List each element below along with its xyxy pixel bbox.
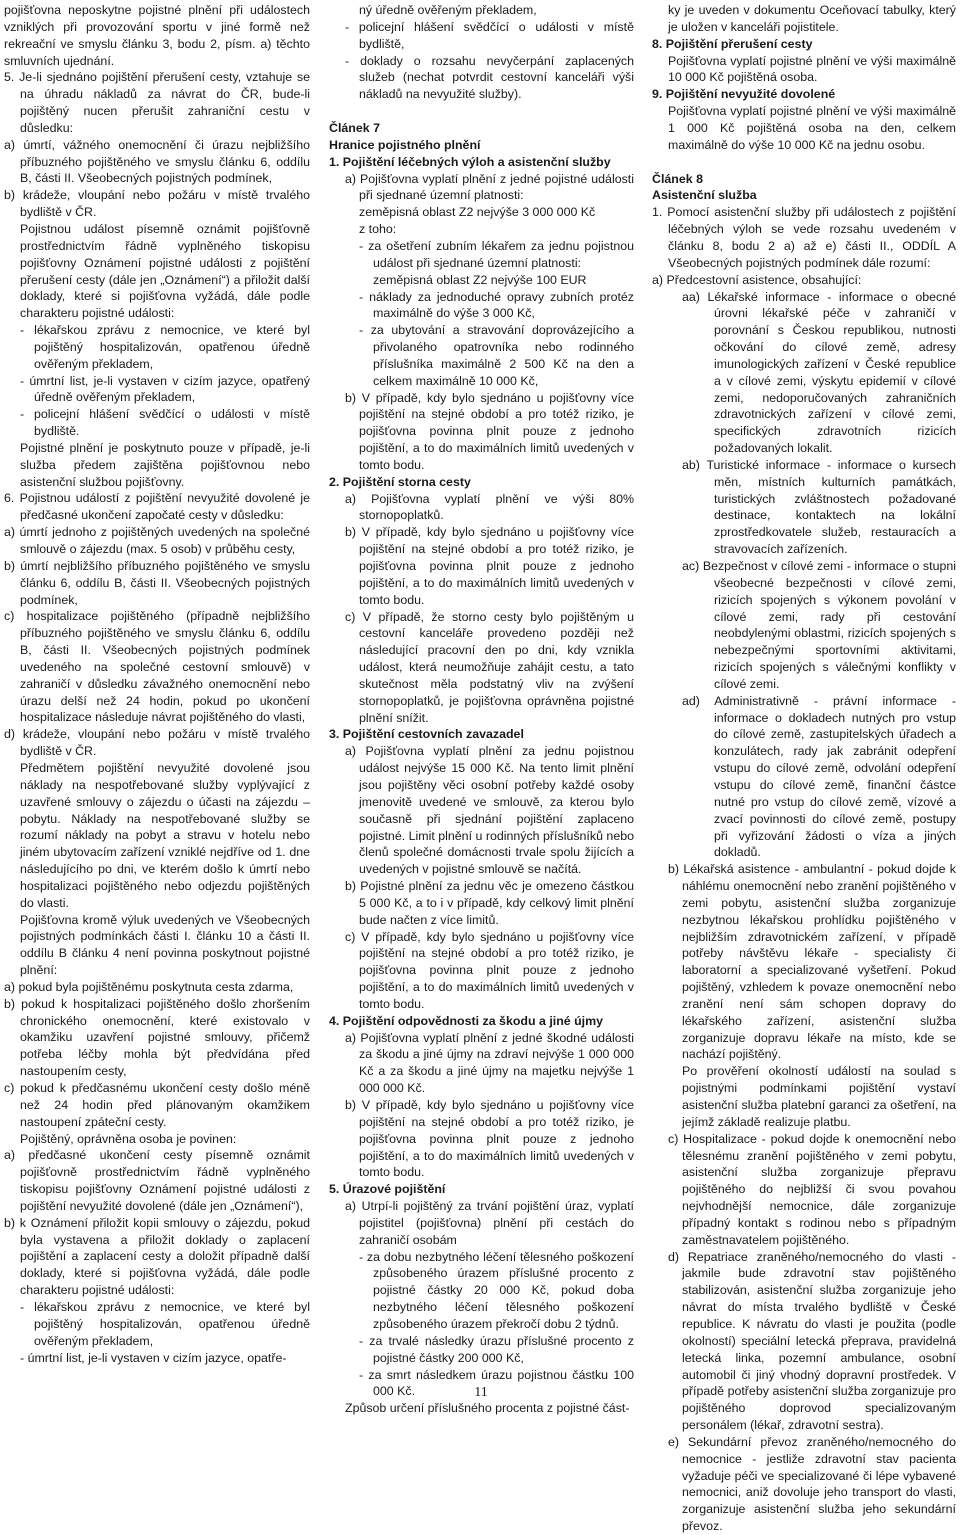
list-item: a) Utrpí-li pojištěný za trvání pojištění úraz, vyplatí pojistitel (pojišťovna) plnění při cestách do zahraničí osobám: [345, 1199, 634, 1247]
paragraph: Předmětem pojištění nevyužité dovolené jsou náklady na nespotřebované služby vyplývající z uzavřené smlouvy o zájezdu o účasti na zájezdu – pobytu. Náklady na nespotřebované služby se rozumí náklady na pobyt a stravu v hotelu nebo jiném ubytovacím zařízení vzniklé nejdříve od 1. dne následujícího po dni, ve kterém došlo k úmrtí nebo hospitalizaci pojištěného nebo odjezdu pojištěných do vlasti.: [20, 760, 310, 910]
paragraph: Pojišťovna vyplatí pojistné plnění ve výši maximálně 10 000 Kč pojištěná osoba.: [668, 53, 956, 85]
list-item: c) hospitalizace pojištěného (případně nejbližšího příbuzného pojištěného ve smyslu článku 6, oddílu B, části II. Všeobecných pojistných podmínek uvedeného na společné cestovní smlouvě) v zahraničí v důsledku závažného onemocnění nebo úrazu delší než 24 hodin, pokud po ukončení hospitalizace následuje návrat pojištěného do vlasti,: [4, 609, 310, 725]
list-item: a) Pojišťovna vyplatí plnění z jedné škodné události za škodu a jiné újmy na zdraví nejvýše 1 000 000 Kč a za škodu a jiné újmy na majetku nejvýše 1 000 000 Kč.: [345, 1030, 634, 1096]
spacer: [652, 154, 956, 171]
dash-item: - za dobu nezbytného léčení tělesného poškození způsobeného úrazem příslušné procento z pojistné částky 20 000 Kč, pokud doba nezbytného léčení tělesného poškození způsobeného úrazem překročí dobu 2 týdnů.: [359, 1249, 634, 1331]
list-item: e) Sekundární převoz zraněného/nemocného do nemocnice - jestliže zdravotní stav pacienta vyžaduje péči ve specializované či lépe vybavené nemocnici, aniž dovoluje jeho transport do vlasti, zorganizuje asistenční služba jeho sekundární převoz.: [668, 1434, 956, 1534]
list-item: a) Pojišťovna vyplatí plnění z jedné pojistné události při sjednané územní platnosti:: [345, 171, 634, 203]
dash-item: - za ošetření zubním lékařem za jednu pojistnou událost při sjednané územní platnosti:: [359, 238, 634, 270]
section-heading: 8. Pojištění přerušení cesty: [652, 36, 813, 51]
section-heading: 1. Pojištění léčebných výloh a asistenční služby: [329, 154, 611, 169]
list-item: b) Lékařská asistence - ambulantní - pokud dojde k náhlému onemocnění nebo zranění pojištěného v zemi pobytu, asistenční služba zorganizuje nezbytnou lékařskou prohlídku pojištěného v nejbližším zdravotnickém zařízení, v případě potřeby návštěvu lékaře - specialisty či laboratorní a specializované vyšetření. Pokud pojištěný, vzhledem k povaze onemocnění nebo zranění není sám schopen dopravy do lékařského zařízení, asistenční služba zorganizuje dopravu lékaře na místo, kde se nachází pojištěný.: [668, 862, 956, 1062]
list-item: b) V případě, kdy bylo sjednáno u pojišťovny více pojištění na stejné období a pro totéž riziko, je pojišťovna povinna plnit pouze z jednoho pojištění, a to do maximálních limitů uvedených v tomto bodu.: [345, 390, 634, 472]
dash-item: - náklady za jednoduché opravy zubních protéz maximálně do výše 3 000 Kč,: [359, 289, 634, 321]
list-item: a) úmrtí, vážného onemocnění či úrazu nejbližšího příbuzného pojištěného ve smyslu článku 6, oddílu B, části II. Všeobecných pojistných podmínek,: [4, 137, 310, 186]
list-item: a) Předcestovní asistence, obsahující:: [652, 272, 862, 287]
dash-item: - lékařskou zprávu z nemocnice, ve které byl pojištěný hospitalizován, opatřenou úředně ověřeným překladem,: [20, 323, 310, 371]
paragraph: zeměpisná oblast Z2 nejvýše 100 EUR: [373, 272, 587, 287]
paragraph: zeměpisná oblast Z2 nejvýše 3 000 000 Kč: [359, 205, 596, 220]
spacer: [329, 103, 634, 120]
list-item: b) Pojistné plnění za jednu věc je omezeno částkou 5 000 Kč, a to i v případě, kdy celkový limit plnění bude načten z více limitů.: [345, 879, 634, 927]
paragraph: Pojišťovna kromě výluk uvedených ve Všeobecných pojistných podmínkách části I. článku 10 a části II. oddílu B článku 4 není povinna poskytnout pojistné plnění:: [20, 912, 310, 978]
dash-item: - za trvalé následky úrazu příslušné procento z pojistné částky 200 000 Kč,: [359, 1333, 634, 1365]
list-item: a) Pojišťovna vyplatí plnění za jednu pojistnou událost nejvýše 15 000 Kč. Na tento limit plnění jsou pojištěny věci osobní potřeby každé osoby jmenovitě uvedené ve smlouvě, za kterou bylo současně při sjednání pojištění zaplaceno pojistné. Limit plnění u rodinných příslušníků nebo členů společné domácnosti trvale spolu žijících a uvedených v pojistné smlouvě se načítá.: [345, 744, 634, 877]
list-item: b) V případě, kdy bylo sjednáno u pojišťovny více pojištění na stejné období a pro totéž riziko, je pojišťovna povinna plnit pouze z jednoho pojištění, a to do maximálních limitů uvedených v tomto bodu.: [345, 1098, 634, 1180]
article-heading: Článek 8: [652, 171, 703, 186]
sub-list-item: ac) Bezpečnost v cílové zemi - informace o stupni všeobecné bezpečnosti v cílové zemi, rizicích spojených s výkonem povolání v cílové zemi, rady při cestování neobdylenými oblastmi, rizicích spojených s nebezpečnými sportovními aktivitami, rizicích spojených s válečnými konflikty v cílové zemi.: [682, 559, 956, 691]
list-item: d) krádeže, vloupání nebo požáru v místě trvalého bydliště v ČR.: [4, 727, 310, 759]
dash-item: - doklady o rozsahu nevyčerpání zaplacených služeb (nechat potvrdit cestovní kanceláři výši nákladů na nevyužité služby).: [345, 53, 634, 102]
list-item: c) Hospitalizace - pokud dojde k onemocnění nebo tělesnému zranění pojištěného v zemi pobytu, asistenční služba zorganizuje přepravu pojištěného do nejbližší či svou povahou nejvhodnější nemocnice, dále zorganizuje případný kontakt s rodinou nebo s případným zaměstnavatelem pojištěného.: [668, 1131, 956, 1247]
paragraph: ky je uveden v dokumentu Oceňovací tabulky, který je uložen v kanceláři pojistitele.: [668, 3, 956, 34]
column-left: [4, 2, 310, 1366]
list-item: b) úmrtí nejbližšího příbuzného pojištěného ve smyslu článku 6, oddílu B, části II. Všeobecných pojistných podmínek,: [4, 558, 310, 607]
list-item: a) úmrtí jednoho z pojištěných uvedených na společné smlouvě o zájezdu (max. 5 osob) v průběhu cesty,: [4, 525, 310, 556]
article-title: Hranice pojistného plnění: [329, 137, 481, 152]
numbered-item: 5. Je-li sjednáno pojištění přerušení cesty, vztahuje se na úhradu nákladů za návrat do ČR, bude-li pojištěný nucen přerušit zahraniční cestu v důsledku:: [4, 70, 310, 135]
list-item: c) pokud k předčasnému ukončení cesty došlo méně než 24 hodin před plánovaným okamžikem nastoupení zpáteční cesty.: [4, 1081, 310, 1129]
article-title: Asistenční služba: [652, 188, 757, 203]
paragraph: Po prověření okolností událostí na soulad s pojistnými podmínkami pojištění vystaví asistenční služba platební garanci za ošetření, na jejímž základě realizuje platbu.: [682, 1064, 956, 1129]
page-number: 11: [474, 1385, 488, 1400]
section-heading: 9. Pojištění nevyužité dovolené: [652, 87, 836, 102]
paragraph: Pojišťovna vyplatí pojistné plnění ve výši maximálně 1 000 Kč pojištěná osoba na den, celkem maximálně do výše 10 000 Kč na jednu osobu.: [668, 104, 956, 152]
list-item: c) V případě, že storno cesty bylo pojištěným u cestovní kanceláře provedeno později než následující pracovní den po dni, kdy vznikla událost, která neumožňuje zahájit cestu, a tato skutečnost měla podstatný vliv na zvýšení stornopoplatků, je pojišťovna oprávněna pojistné plnění snížit.: [345, 609, 634, 725]
section-heading: 5. Úrazové pojištění: [329, 1182, 446, 1197]
list-item: d) Repatriace zraněného/nemocného do vlasti - jakmile bude zdravotní stav pojištěného stabilizován, asistenční služba zorganizuje jeho návrat do místa trvalého bydliště v České republice. K návratu do vlasti je použita (podle okolností) speciální letecká přeprava, pravidelná letecká linka, pozemní ambulance, osobní automobil či jiný vhodný dopravní prostředek. V případě potřeby asistenční služba zorganizuje pro pojištěného doprovod specializovaným personálem (lékař, zdravotní sestra).: [668, 1249, 956, 1433]
dash-item: - policejní hlášení svědčící o události v místě bydliště,: [345, 19, 634, 51]
section-heading: 3. Pojištění cestovních zavazadel: [329, 727, 524, 742]
list-item: a) předčasné ukončení cesty písemně oznámit pojišťovně prostřednictvím řádně vyplněného tiskopisu pojišťovny Oznámení pojistné události z pojištění nevyužité dovolené (dále jen „Oznámení“),: [4, 1148, 310, 1213]
numbered-item: 6. Pojistnou událostí z pojištění nevyužité dovolené je předčasné ukončení započaté cesty v důsledku:: [4, 491, 310, 523]
column-middle: [329, 2, 634, 1417]
dash-item: - úmrtní list, je-li vystaven v cizím jazyce, opatře-: [20, 1350, 287, 1365]
paragraph: Způsob určení příslušného procenta z pojistné část-: [345, 1401, 630, 1416]
list-item: a) pokud byla pojištěnému poskytnuta cesta zdarma,: [4, 979, 294, 994]
numbered-item: 1. Pomocí asistenční služby při událostech z pojištění léčebných výloh se vede rozsahu uvedeném v článku 8, bodu 2 a) až e) části II., ODDÍL A Všeobecných pojistných podmínek dále rozumí:: [652, 205, 956, 270]
list-item: b) krádeže, vloupání nebo požáru v místě trvalého bydliště v ČR.: [4, 188, 310, 220]
dash-item: - za ubytování a stravování doprovázejícího a přivolaného opatrovníka nebo rodinného příslušníka maximálně 2 500 Kč na den a celkem maximálně 10 000 Kč,: [359, 323, 634, 388]
paragraph: Pojistnou událost písemně oznámit pojišťovně prostřednictvím řádně vyplněného tiskopisu pojišťovny Oznámení pojistné události z pojištění přerušení cesty (dále jen „Oznámení“) a přiložit další doklady, které si pojišťovna vyžádá, dále podle charakteru pojistné události:: [20, 221, 310, 321]
section-heading: 4. Pojištění odpovědnosti za škodu a jiné újmy: [329, 1013, 604, 1028]
dash-item: - lékařskou zprávu z nemocnice, ve které byl pojištěný hospitalizován, opatřenou úředně ověřeným překladem,: [20, 1299, 310, 1348]
section-heading: 2. Pojištění storna cesty: [329, 474, 471, 489]
paragraph: Pojištěný, oprávněna osoba je povinen:: [20, 1131, 237, 1146]
sub-list-item: ad) Administrativně - právní informace - informace o dokladech nutných pro vstup do cílové země, zastupitelských úřadech a konzulátech, rady jak zabránit odepření vstupu do cílové země, odvolání odepření vstupu do cílové země, finanční částce nutné pro vstup do cílové země, vízové a zvací povinnosti do cílové země, postupy při vyřizování žádosti o víza a jiných dokladů.: [682, 693, 956, 860]
list-item: c) V případě, kdy bylo sjednáno u pojišťovny více pojištění na stejné období a pro totéž riziko, je pojišťovna povinna plnit pouze z jednoho pojištění, a to do maximálních limitů uvedených v tomto bodu.: [345, 929, 634, 1011]
paragraph: Pojistné plnění je poskytnuto pouze v případě, je-li služba předem zajištěna pojišťovnou nebo asistenční službou pojišťovny.: [20, 440, 310, 489]
paragraph: pojišťovna neposkytne pojistné plnění při událostech vzniklých při provozování sportu v jiné formě než rekreační ve smyslu článku 3, bodu 2, písm. a) těchto smluvních ujednání.: [4, 3, 310, 68]
dash-item: - úmrtní list, je-li vystaven v cizím jazyce, opatřený úředně ověřeným překladem,: [20, 373, 310, 405]
column-right: [652, 2, 956, 1535]
sub-list-item: ab) Turistické informace - informace o kursech měn, místních kulturních památkách, turistických zvláštnostech požadované destinace, kontaktech na lokální zprostředkovatele služeb, restauracích a stravovacích zařízeních.: [682, 457, 956, 557]
paragraph: z toho:: [359, 222, 397, 237]
list-item: b) k Oznámení přiložit kopii smlouvy o zájezdu, pokud byla vystavena a přiložit doklady o zaplacení pojištění a zaplacení cesty a doložit případně další doklady, které si pojišťovna vyžádá, dále podle charakteru pojistné události:: [4, 1215, 310, 1298]
list-item: a) Pojišťovna vyplatí plnění ve výši 80% stornopoplatků.: [345, 491, 634, 523]
paragraph: ný úředně ověřeným překladem,: [359, 3, 537, 17]
article-heading: Článek 7: [329, 121, 380, 136]
dash-item: - policejní hlášení svědčící o události v místě bydliště.: [20, 407, 310, 439]
list-item: b) pokud k hospitalizaci pojištěného došlo zhoršením chronického onemocnění, které existovalo v okamžiku uzavření pojistné smlouvy, přičemž potřeba léčby mohla být předvídána před nastoupením cesty,: [4, 996, 310, 1079]
sub-list-item: aa) Lékařské informace - informace o obecné úrovni lékařské péče v zahraničí v porovnání s Českou republikou, nutnosti očkování do cílové země, adresy imunologických zařízení v České republice a v cílové zemi, výskytu epidemií v cílové zemi, nedoporučovaných zahraničních zdravotnických zařízení v cílové zemi, specifických zdravotních rizicích požadovaných lokalit.: [682, 289, 956, 456]
list-item: b) V případě, kdy bylo sjednáno u pojišťovny více pojištění na stejné období a pro totéž riziko, je pojišťovna povinna plnit pouze z jednoho pojištění, a to do maximálních limitů uvedených v tomto bodu.: [345, 525, 634, 607]
dash-item: - za smrt následkem úrazu pojistnou částku 100 000 Kč.: [359, 1367, 634, 1399]
